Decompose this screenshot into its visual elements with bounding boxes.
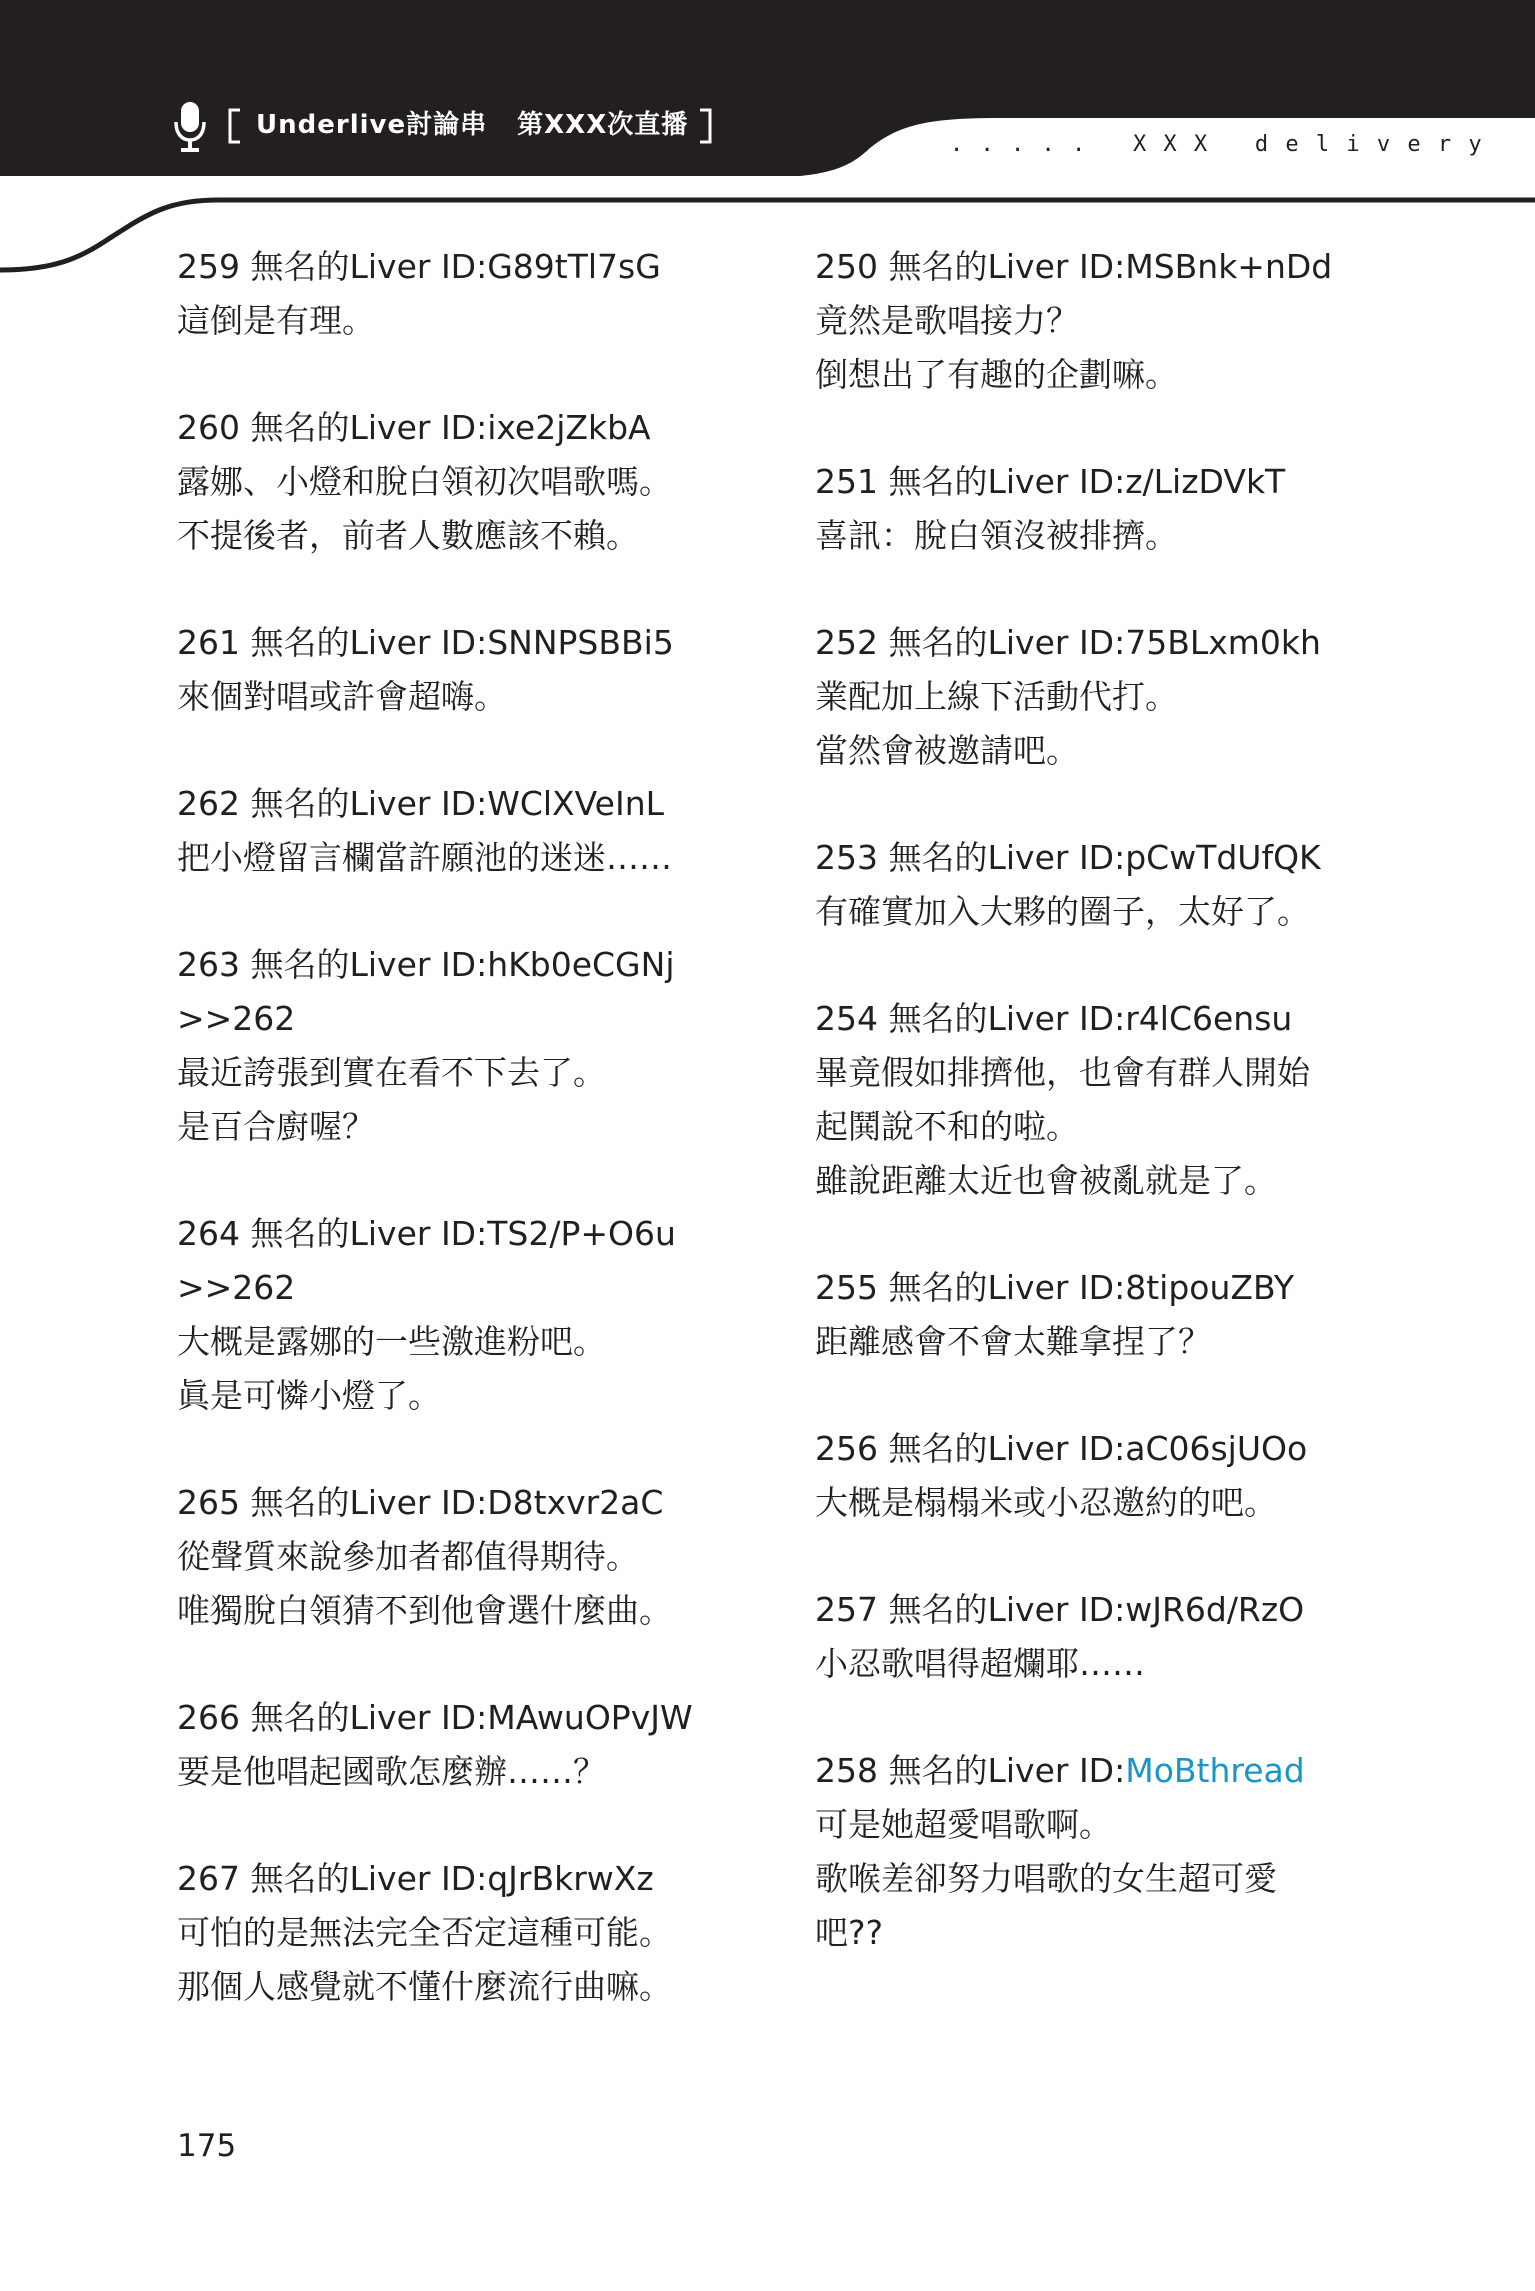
post-number: 267 bbox=[177, 1859, 240, 1898]
delivery-subtitle: . . . . . X X X d e l i v e r y bbox=[950, 132, 1484, 157]
post-number: 259 bbox=[177, 247, 240, 286]
poster-name: 無名的Liver bbox=[888, 247, 1069, 286]
id-label: ID: bbox=[440, 408, 488, 447]
poster-name: 無名的Liver bbox=[250, 784, 431, 823]
post-number: 251 bbox=[815, 462, 878, 501]
liver-id: pCwTdUfQK bbox=[1125, 838, 1321, 877]
liver-id: MSBnk+nDd bbox=[1125, 247, 1333, 286]
post-header bbox=[177, 938, 777, 992]
post-header bbox=[815, 1422, 1415, 1476]
poster-name: 無名的Liver bbox=[250, 408, 431, 447]
post-text-line: >>262 bbox=[177, 1268, 296, 1307]
left-bracket-icon bbox=[226, 108, 242, 144]
post-number: 264 bbox=[177, 1214, 240, 1253]
post-text-line: 雖說距離太近也會被亂就是了。 bbox=[815, 1161, 1277, 1200]
post-number: 257 bbox=[815, 1590, 878, 1629]
post-header bbox=[815, 240, 1415, 294]
post-text-line: 可怕的是無法完全否定這種可能。 bbox=[177, 1913, 672, 1952]
post-text-line: 起鬨說不和的啦。 bbox=[815, 1107, 1079, 1146]
id-label: ID: bbox=[1078, 247, 1126, 286]
thread-post bbox=[815, 240, 1415, 402]
id-label: ID: bbox=[440, 945, 488, 984]
thread-post bbox=[815, 455, 1415, 563]
post-number: 260 bbox=[177, 408, 240, 447]
post-number: 250 bbox=[815, 247, 878, 286]
liver-id: qJrBkrwXz bbox=[487, 1859, 654, 1898]
id-label: ID: bbox=[1078, 462, 1126, 501]
post-number: 262 bbox=[177, 784, 240, 823]
post-header bbox=[177, 1852, 777, 1906]
id-label: ID: bbox=[1078, 1590, 1126, 1629]
post-text-line: 最近誇張到實在看不下去了。 bbox=[177, 1053, 606, 1092]
liver-id: hKb0eCGNj bbox=[487, 945, 675, 984]
post-number: 261 bbox=[177, 623, 240, 662]
post-text-line: 喜訊：脫白領沒被排擠。 bbox=[815, 516, 1178, 555]
liver-id: 75BLxm0kh bbox=[1125, 623, 1321, 662]
post-number: 256 bbox=[815, 1429, 878, 1468]
post-text-line: 可是她超愛唱歌啊。 bbox=[815, 1805, 1112, 1844]
poster-name: 無名的Liver bbox=[250, 247, 431, 286]
post-text-line: 距離感會不會太難拿捏了？ bbox=[815, 1322, 1211, 1361]
poster-name: 無名的Liver bbox=[888, 623, 1069, 662]
post-header bbox=[815, 992, 1415, 1046]
poster-name: 無名的Liver bbox=[888, 999, 1069, 1038]
post-text-line: 要是他唱起國歌怎麼辦……？ bbox=[177, 1752, 606, 1791]
post-text-line: 是百合廚喔？ bbox=[177, 1107, 375, 1146]
post-text-line: 當然會被邀請吧。 bbox=[815, 731, 1079, 770]
thread-post bbox=[177, 777, 777, 885]
episode-title: 第XXX次直播 bbox=[517, 110, 689, 140]
thread-title: Underlive討論串 bbox=[256, 110, 488, 140]
thread-column-left bbox=[177, 240, 777, 2067]
liver-id: z/LizDVkT bbox=[1125, 462, 1286, 501]
id-label: ID: bbox=[440, 623, 488, 662]
post-text-line: >>262 bbox=[177, 999, 296, 1038]
post-text-line: 大概是露娜的一些激進粉吧。 bbox=[177, 1322, 606, 1361]
post-text-line: 那個人感覺就不懂什麼流行曲嘛。 bbox=[177, 1967, 672, 2006]
post-number: 253 bbox=[815, 838, 878, 877]
post-text-line: 眞是可憐小燈了。 bbox=[177, 1376, 441, 1415]
post-header bbox=[177, 777, 777, 831]
poster-name: 無名的Liver bbox=[250, 623, 431, 662]
id-label: ID: bbox=[440, 1698, 488, 1737]
page-number: 175 bbox=[177, 2128, 237, 2164]
id-label: ID: bbox=[440, 784, 488, 823]
post-text-line: 倒想出了有趣的企劃嘛。 bbox=[815, 355, 1178, 394]
liver-id: MoBthread bbox=[1125, 1751, 1305, 1790]
liver-id: aC06sjUOo bbox=[1125, 1429, 1308, 1468]
post-text-line: 大概是榻榻米或小忍邀約的吧。 bbox=[815, 1483, 1277, 1522]
thread-post bbox=[815, 1422, 1415, 1530]
post-number: 263 bbox=[177, 945, 240, 984]
thread-post bbox=[815, 1583, 1415, 1691]
liver-id: G89tTl7sG bbox=[487, 247, 661, 286]
post-number: 254 bbox=[815, 999, 878, 1038]
post-text-line: 來個對唱或許會超嗨。 bbox=[177, 677, 507, 716]
poster-name: 無名的Liver bbox=[888, 462, 1069, 501]
thread-post bbox=[177, 938, 777, 1154]
id-label: ID: bbox=[1078, 1751, 1126, 1790]
id-label: ID: bbox=[440, 1859, 488, 1898]
thread-post bbox=[177, 1691, 777, 1799]
id-label: ID: bbox=[1078, 1429, 1126, 1468]
post-header bbox=[177, 1207, 777, 1261]
liver-id: r4lC6ensu bbox=[1125, 999, 1293, 1038]
post-text-line: 竟然是歌唱接力？ bbox=[815, 301, 1079, 340]
liver-id: D8txvr2aC bbox=[487, 1483, 664, 1522]
thread-post bbox=[177, 1476, 777, 1638]
poster-name: 無名的Liver bbox=[250, 1214, 431, 1253]
thread-post bbox=[177, 240, 777, 348]
post-number: 265 bbox=[177, 1483, 240, 1522]
post-text-line: 小忍歌唱得超爛耶…… bbox=[815, 1644, 1145, 1683]
post-header bbox=[177, 1476, 777, 1530]
thread-post bbox=[815, 616, 1415, 778]
post-header bbox=[177, 616, 777, 670]
post-text-line: 吧?? bbox=[815, 1913, 884, 1952]
thread-post bbox=[177, 1852, 777, 2014]
id-label: ID: bbox=[1078, 1268, 1126, 1307]
poster-name: 無名的Liver bbox=[888, 838, 1069, 877]
liver-id: ixe2jZkbA bbox=[487, 408, 651, 447]
post-header bbox=[815, 1583, 1415, 1637]
id-label: ID: bbox=[1078, 838, 1126, 877]
header-title bbox=[256, 104, 688, 146]
post-number: 255 bbox=[815, 1268, 878, 1307]
thread-post bbox=[815, 831, 1415, 939]
liver-id: wJR6d/RzO bbox=[1125, 1590, 1305, 1629]
post-number: 258 bbox=[815, 1751, 878, 1790]
liver-id: MAwuOPvJW bbox=[487, 1698, 693, 1737]
thread-post bbox=[815, 1261, 1415, 1369]
liver-id: 8tipouZBY bbox=[1125, 1268, 1294, 1307]
post-number: 266 bbox=[177, 1698, 240, 1737]
liver-id: WClXVeInL bbox=[487, 784, 665, 823]
id-label: ID: bbox=[440, 1483, 488, 1522]
thread-post bbox=[815, 992, 1415, 1208]
poster-name: 無名的Liver bbox=[250, 1698, 431, 1737]
post-header bbox=[815, 1261, 1415, 1315]
post-header bbox=[815, 1744, 1415, 1798]
thread-post bbox=[177, 1207, 777, 1423]
poster-name: 無名的Liver bbox=[888, 1751, 1069, 1790]
post-text-line: 把小燈留言欄當許願池的迷迷…… bbox=[177, 838, 672, 877]
post-text-line: 這倒是有理。 bbox=[177, 301, 375, 340]
poster-name: 無名的Liver bbox=[888, 1268, 1069, 1307]
post-header bbox=[815, 455, 1415, 509]
post-header bbox=[177, 240, 777, 294]
thread-column-right bbox=[815, 240, 1415, 2013]
thread-post bbox=[815, 1744, 1415, 1960]
liver-id: TS2/P+O6u bbox=[487, 1214, 676, 1253]
post-text-line: 有確實加入大夥的圈子，太好了。 bbox=[815, 892, 1310, 931]
microphone-icon bbox=[172, 100, 208, 154]
poster-name: 無名的Liver bbox=[888, 1590, 1069, 1629]
id-label: ID: bbox=[440, 1214, 488, 1253]
poster-name: 無名的Liver bbox=[888, 1429, 1069, 1468]
post-text-line: 從聲質來說參加者都值得期待。 bbox=[177, 1537, 639, 1576]
post-header bbox=[815, 616, 1415, 670]
poster-name: 無名的Liver bbox=[250, 945, 431, 984]
post-header bbox=[177, 1691, 777, 1745]
id-label: ID: bbox=[1078, 623, 1126, 662]
id-label: ID: bbox=[1078, 999, 1126, 1038]
thread-post bbox=[177, 616, 777, 724]
post-text-line: 業配加上線下活動代打。 bbox=[815, 677, 1178, 716]
post-text-line: 唯獨脫白領猜不到他會選什麼曲。 bbox=[177, 1591, 672, 1630]
post-text-line: 歌喉差卻努力唱歌的女生超可愛 bbox=[815, 1859, 1277, 1898]
post-header bbox=[815, 831, 1415, 885]
poster-name: 無名的Liver bbox=[250, 1859, 431, 1898]
post-text-line: 露娜、小燈和脫白領初次唱歌嗎。 bbox=[177, 462, 672, 501]
liver-id: SNNPSBBi5 bbox=[487, 623, 674, 662]
post-header bbox=[177, 401, 777, 455]
id-label: ID: bbox=[440, 247, 488, 286]
thread-post bbox=[177, 401, 777, 563]
poster-name: 無名的Liver bbox=[250, 1483, 431, 1522]
post-text-line: 不提後者，前者人數應該不賴。 bbox=[177, 516, 639, 555]
post-text-line: 畢竟假如排擠他，也會有群人開始 bbox=[815, 1053, 1310, 1092]
post-number: 252 bbox=[815, 623, 878, 662]
right-bracket-icon bbox=[698, 108, 714, 144]
